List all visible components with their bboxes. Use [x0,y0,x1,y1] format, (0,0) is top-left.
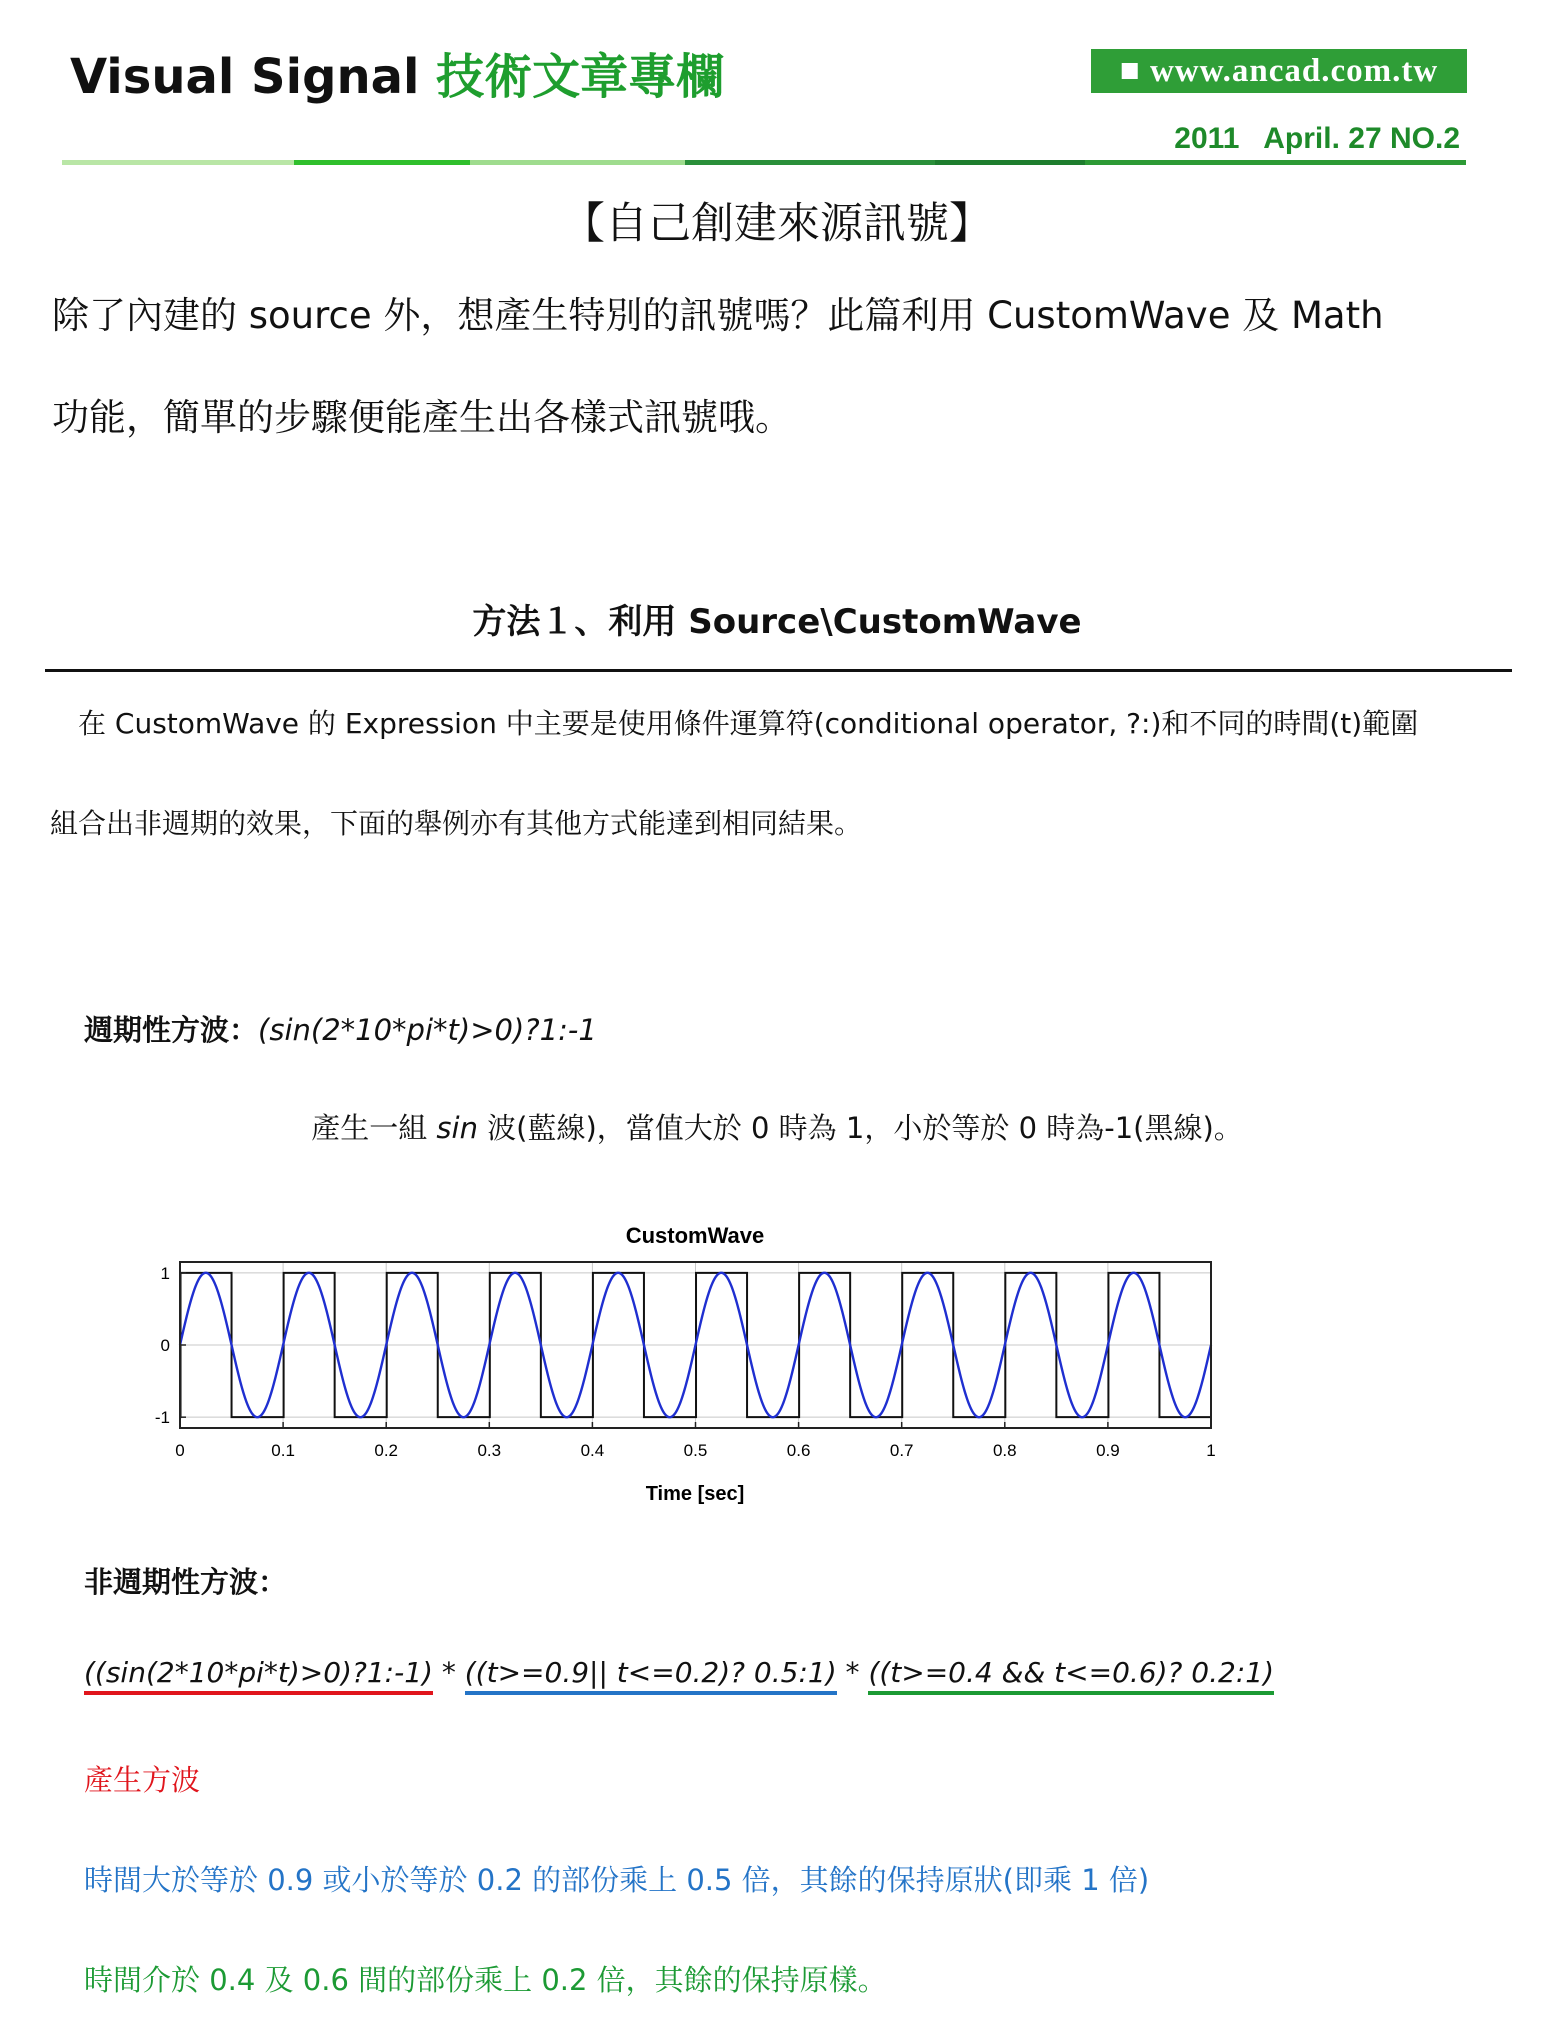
issue-date: 2011 April. 27 NO.2 [1174,122,1460,155]
periodic-label [84,1008,597,1049]
x-tick-label: 0.5 [683,1441,708,1460]
x-tick-label: 0.2 [374,1441,399,1460]
brand-title-en: Visual Signal [70,49,437,105]
method-paragraph-line-1: 在 CustomWave 的 Expression 中主要是使用條件運算符(conditional operator, ?:)和不同的時間(t)範圍 [50,707,1419,740]
x-tick-label: 0.3 [477,1441,502,1460]
intro-line-2: 功能，簡單的步驟便能產生出各樣式訊號哦。 [52,396,792,439]
section-heading: 方法１、利用 Source\CustomWave [472,602,1082,642]
expr-part-red: ((sin(2*10*pi*t)>0)?1:-1) [84,1656,433,1695]
caption-part-a: 產生一組 [311,1111,437,1145]
intro-line-1: 除了內建的 source 外，想產生特別的訊號嗎？此篇利用 CustomWave 及 Math [52,294,1384,337]
header-bar-segment-3 [470,160,685,165]
page-title: 【自己創建來源訊號】 [562,199,992,249]
caption-part-b: 波(藍線)，當值大於 0 時為 1，小於等於 0 時為-1(黑線)。 [477,1111,1243,1145]
note-red: 產生方波 [84,1763,201,1797]
header-bar-segment-6 [1085,160,1466,165]
x-tick-label: 0.4 [580,1441,605,1460]
y-tick-label: 0 [160,1336,170,1355]
x-tick-label: 0.9 [1096,1441,1120,1460]
expr-part-green: ((t>=0.4 && t<=0.6)? 0.2:1) [868,1656,1274,1695]
periodic-label-text: 週期性方波： [84,1013,259,1047]
header-bar-segment-1 [62,160,294,165]
header-bar-segment-5 [935,160,1085,165]
periodic-caption [0,1106,1554,1147]
x-tick-label: 0 [175,1441,185,1460]
note-blue: 時間大於等於 0.9 或小於等於 0.2 的部份乘上 0.5 倍，其餘的保持原狀(即乘 1 倍) [84,1863,1150,1897]
y-tick-label: 1 [160,1263,170,1283]
note-green: 時間介於 0.4 及 0.6 間的部份乘上 0.2 倍，其餘的保持原樣。 [84,1963,887,1997]
chart-xlabel: Time [sec] [645,1483,745,1505]
x-tick-label: 0.6 [786,1441,811,1460]
x-tick-label: 1 [1206,1441,1216,1460]
header-bar-segment-4 [685,160,935,165]
header-bar-segment-2 [294,160,470,165]
section-divider [45,669,1512,672]
aperiodic-label-text: 非週期性方波： [84,1565,288,1599]
website-url-badge: ■ www.ancad.com.tw [1091,49,1467,93]
expr-sep-1: * [432,1656,465,1689]
aperiodic-expression [84,1656,1274,1689]
y-tick-label: -1 [154,1408,170,1428]
chart-title: CustomWave [625,1223,765,1248]
brand-title-zh: 技術文章專欄 [436,49,725,105]
x-tick-label: 0.1 [271,1441,295,1460]
x-tick-label: 0.7 [889,1441,914,1460]
expr-part-blue: ((t>=0.9|| t<=0.2)? 0.5:1) [465,1656,837,1695]
caption-sin: sin [436,1111,478,1145]
method-paragraph-line-2: 組合出非週期的效果，下面的舉例亦有其他方式能達到相同結果。 [50,807,863,840]
brand-title [70,38,724,107]
x-tick-label: 0.8 [992,1441,1017,1460]
customwave-chart [0,1210,1554,1510]
aperiodic-label [84,1560,287,1601]
chart-series [180,1273,1211,1417]
periodic-expression: (sin(2*10*pi*t)>0)?1:-1 [258,1013,597,1047]
expr-sep-2: * [836,1656,869,1689]
